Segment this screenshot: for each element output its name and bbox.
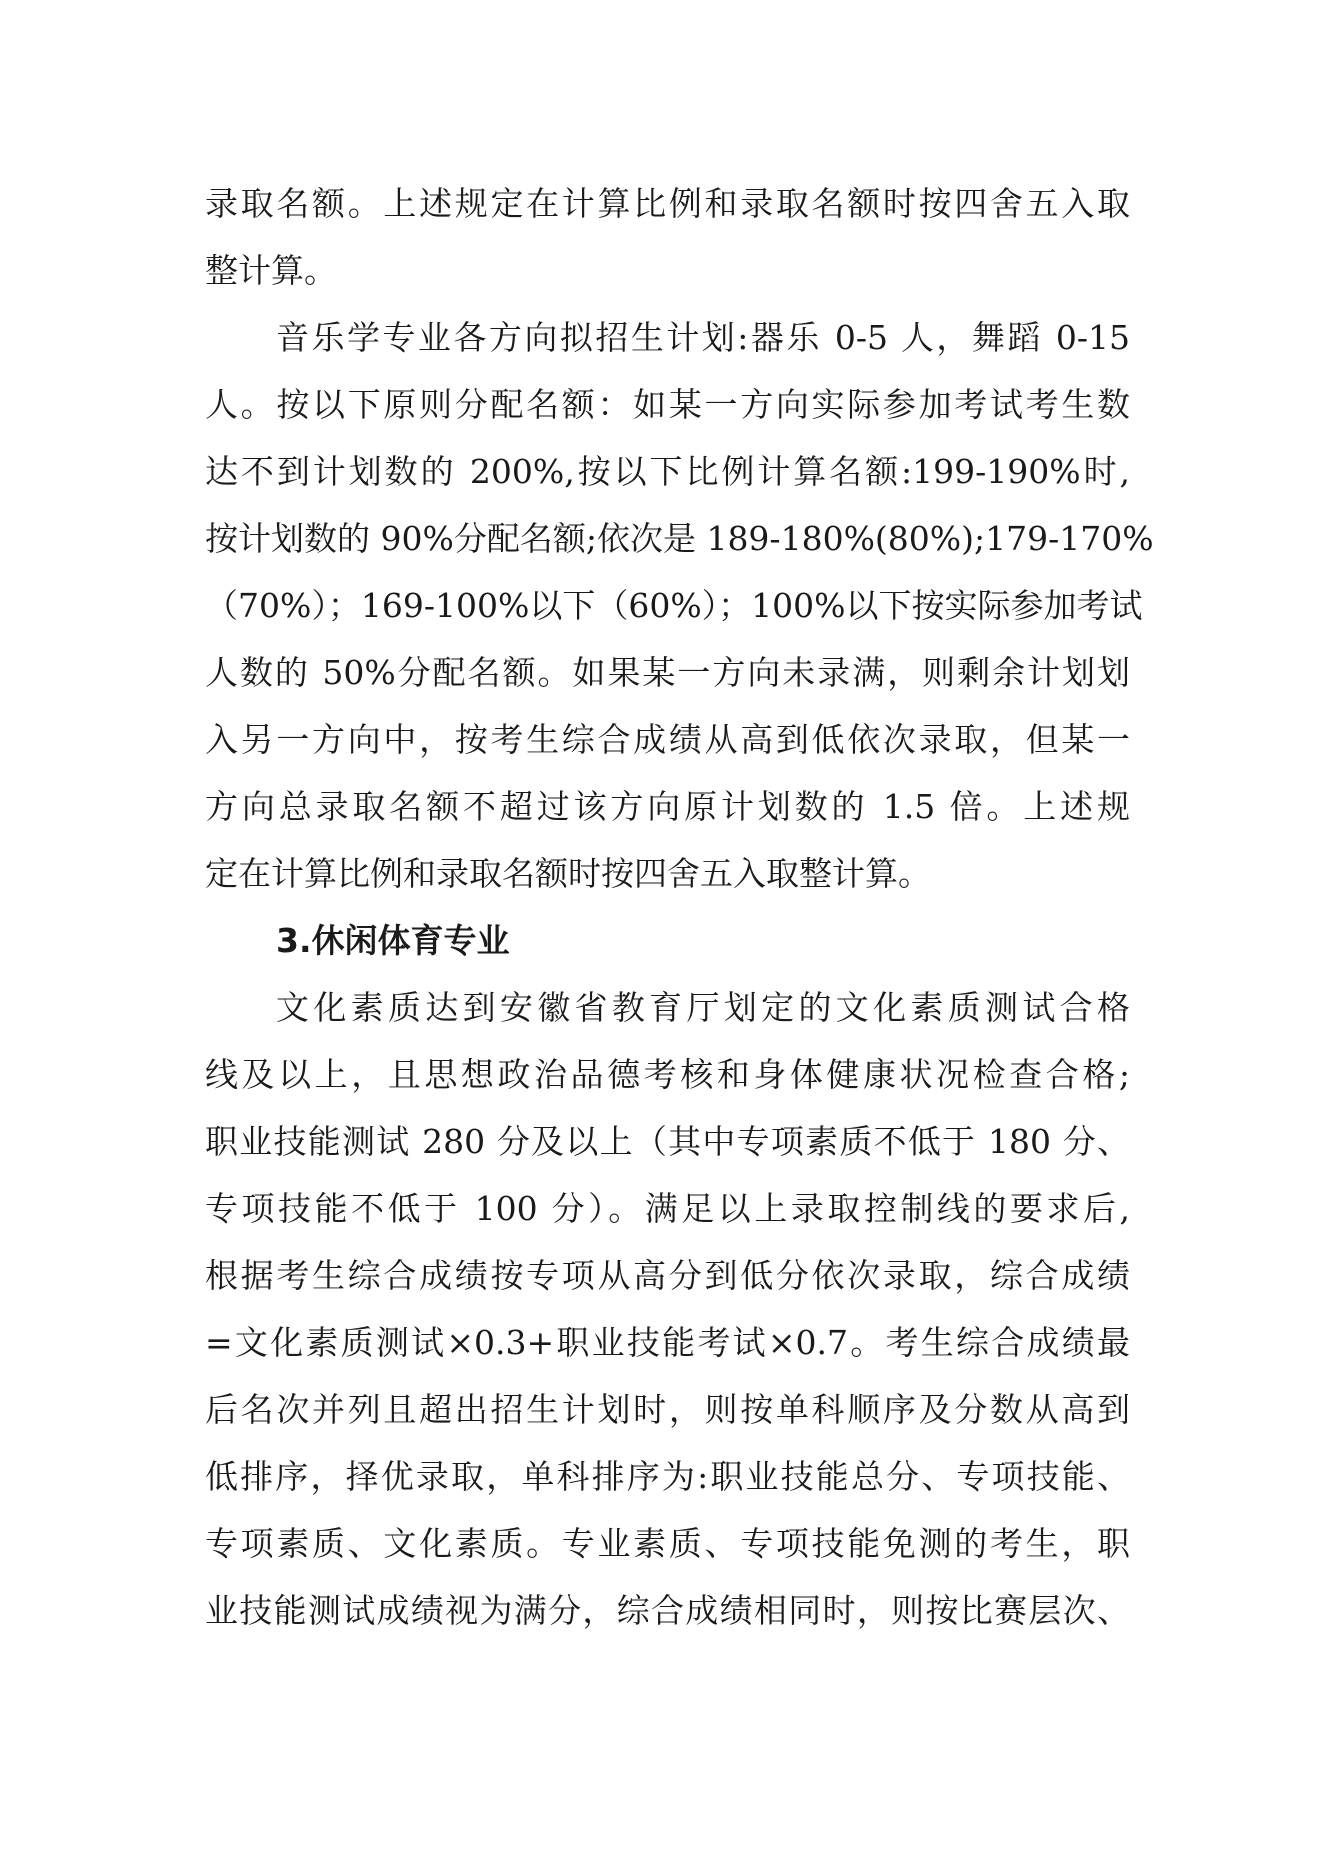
section-heading: 3.休闲体育专业 bbox=[276, 921, 510, 960]
paragraph-2-line: 定在计算比例和录取名额时按四舍五入取整计算。 bbox=[205, 854, 931, 893]
paragraph-2-line: 达不到计划数的 200%,按以下比例计算名额:199-190%时, bbox=[205, 452, 1130, 491]
paragraph-2-line: （70%）；169-100%以下（60%）；100%以下按实际参加考试 bbox=[205, 586, 1143, 625]
paragraph-3-line: 文化素质达到安徽省教育厅划定的文化素质测试合格 bbox=[276, 988, 1130, 1027]
paragraph-3-line: =文化素质测试×0.3+职业技能考试×0.7。考生综合成绩最 bbox=[205, 1323, 1130, 1362]
paragraph-3-line: 后名次并列且超出招生计划时，则按单科顺序及分数从高到 bbox=[205, 1390, 1130, 1429]
paragraph-2-line: 入另一方向中，按考生综合成绩从高到低依次录取，但某一 bbox=[205, 720, 1130, 759]
paragraph-3-line: 根据考生综合成绩按专项从高分到低分依次录取，综合成绩 bbox=[205, 1256, 1130, 1295]
paragraph-3-line: 线及以上，且思想政治品德考核和身体健康状况检查合格; bbox=[205, 1055, 1130, 1094]
paragraph-2-line: 方向总录取名额不超过该方向原计划数的 1.5 倍。上述规 bbox=[205, 787, 1130, 826]
paragraph-3-line: 业技能测试成绩视为满分，综合成绩相同时，则按比赛层次、 bbox=[205, 1591, 1130, 1630]
paragraph-2-line: 音乐学专业各方向拟招生计划:器乐 0-5 人，舞蹈 0-15 bbox=[276, 318, 1130, 357]
paragraph-3-line: 职业技能测试 280 分及以上（其中专项素质不低于 180 分、 bbox=[205, 1122, 1130, 1161]
paragraph-3-line: 专项素质、文化素质。专业素质、专项技能免测的考生，职 bbox=[205, 1524, 1130, 1563]
paragraph-3-line: 低排序，择优录取，单科排序为:职业技能总分、专项技能、 bbox=[205, 1457, 1130, 1496]
body-text bbox=[205, 170, 1154, 1644]
paragraph-2-line: 按计划数的 90%分配名额;依次是 189-180%(80%);179-170% bbox=[205, 519, 1154, 558]
paragraph-3-line: 专项技能不低于 100 分）。满足以上录取控制线的要求后, bbox=[205, 1189, 1130, 1228]
paragraph-2-line: 人。按以下原则分配名额：如某一方向实际参加考试考生数 bbox=[205, 385, 1130, 424]
paragraph-1-line: 录取名额。上述规定在计算比例和录取名额时按四舍五入取 bbox=[205, 184, 1130, 223]
paragraph-2-line: 人数的 50%分配名额。如果某一方向未录满，则剩余计划划 bbox=[205, 653, 1130, 692]
paragraph-1-line: 整计算。 bbox=[205, 251, 337, 290]
